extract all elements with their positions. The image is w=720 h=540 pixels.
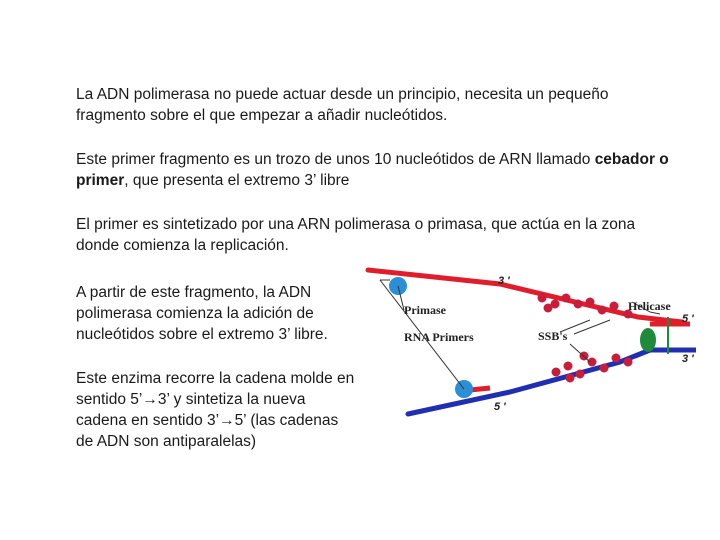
end-label-right-5: 5 ' xyxy=(682,313,694,325)
paragraph-polymerase-start: A partir de este fragmento, la ADN polimerasa comienza la adición de nucleótidos sobre el extremo 3’ libre. xyxy=(76,284,328,343)
label-ssb: SSB's xyxy=(538,329,568,343)
p5-text-a: Este enzima recorre la cadena molde en sentido 5’ xyxy=(76,370,355,408)
paragraph-primase: El primer es sintetizado por una ARN polimerasa o primasa, que actúa en la zona donde comienza la replicación. xyxy=(76,216,636,254)
p2-text-a: Este primer fragmento es un trozo de unos 10 nucleótidos de ARN llamado xyxy=(76,151,595,168)
p5-text-b: 3’ y sintetiza la nueva cadena en sentido 3’ xyxy=(76,391,306,429)
paragraph-primer-need: La ADN polimerasa no puede actuar desde un principio, necesita un pequeño fragmento sobre el que empezar a añadir nucleótidos. xyxy=(76,86,609,124)
label-primase: Primase xyxy=(404,303,446,317)
end-label-right-3: 3 ' xyxy=(682,353,694,365)
label-helicase: Helicase xyxy=(628,299,671,313)
replication-fork-diagram xyxy=(360,262,705,432)
p2-text-b: , que presenta el extremo 3’ libre xyxy=(124,172,350,189)
arrow-icon: → xyxy=(142,391,158,408)
arrow-icon: → xyxy=(219,412,235,429)
helicase xyxy=(640,328,656,352)
paragraph-primer-definition xyxy=(76,149,676,191)
end-label-top-3: 3 ' xyxy=(498,275,510,287)
paragraph-direction xyxy=(76,368,356,452)
end-label-bottom-5: 5 ' xyxy=(494,401,506,413)
p5-text-c: 5’ (las cadenas de ADN son antiparalelas) xyxy=(76,412,339,450)
p2-bold-term: cebador o primer xyxy=(76,151,669,189)
label-rna-primers: RNA Primers xyxy=(404,330,474,344)
